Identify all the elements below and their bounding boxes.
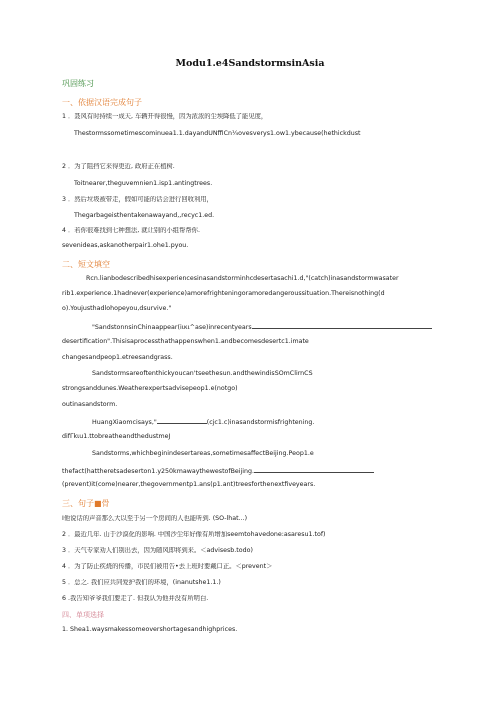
part1-item-4-cn: 4 ．若你很难找到七种想法, 就让别的小组帮帮你. xyxy=(62,227,200,234)
answer-blank[interactable] xyxy=(252,322,432,329)
part2-line-11: difΓkιu1.ttobreatheandthedustmeJ xyxy=(62,433,171,440)
part2-line-10-text: HuangXiaomcisays," xyxy=(92,419,157,426)
part1-heading: 一、依据汉语完成句子 xyxy=(62,98,142,107)
part1-item-1-cn: 1 ．聂风有时持续一成天, 车辆开得很慢，因为浓浓的尘埃降低了能见度， xyxy=(62,113,268,120)
part2-line-5 xyxy=(62,338,442,346)
answer-blank[interactable] xyxy=(157,417,207,424)
part2-line-9: outinasandstorm. xyxy=(62,401,118,408)
part2-line-13 xyxy=(62,466,442,476)
part1-item-1-en: Thestormssometimescominuea1.1.dayandUNffiCn¼ovesverys1.ow1.ybecause(hethickdust xyxy=(74,130,361,137)
part3-item-3: 3 ．天气专家劝人们别出去，因为随风即将到来。＜advisesb.todo) xyxy=(62,547,253,554)
part3-item-1: I他说话的声音那么大以至于另一个房间的人也能听到. (SO-lhat...) xyxy=(62,515,248,522)
part2-line-10 xyxy=(92,417,442,427)
part2-line-3: o).Youjusthadlohopeyou,dsurvive." xyxy=(62,305,172,312)
part2-line-1: Rcn.lianbodescribedhisexperiencesinasandstorminhcdesertasachi1.d,"(catch)inasandstormwasater xyxy=(86,275,399,282)
part2-line-14: (prevent)it(come)nearer,thegovernmentp1.ans(p1.ant)treesforthenextfiveyears. xyxy=(62,481,316,488)
part1-item-2-en: Toitnearer,theguvemnien1.isp1.antingtrees. xyxy=(74,180,213,187)
page-title: Modu1.e4SandstormsinAsia xyxy=(175,58,325,69)
part2-heading: 二、短文填空 xyxy=(62,260,110,269)
part1-item-3-cn: 3 ．然后垃圾被带走，假如可能的话会进行回收利用， xyxy=(62,196,213,203)
part2-line-7: Sandstormsareoftenthickyoucan'tseethesun.andthewindisSOmClirnCS xyxy=(92,370,313,377)
part2-line-8: strongsanddunes.Weatherexpertsadvisepeop1.e(notgo) xyxy=(62,385,238,392)
part2-line-2: rib1.experience.1hadnever(experience)amorefrighteningoramoredangeroussituation.Thereisnothing(d xyxy=(62,290,385,297)
part3-item-5: 5 ．总之. 我们应共同爱护我们的环境，(inanutshe1.1.) xyxy=(62,579,221,586)
part1-item-2-cn: 2 ．为了阻挡它来得更近, 政府正在植树. xyxy=(62,163,175,170)
part2-line-13-text: thefact(hattheretsadeserton1.y250kmawaythewestofBeijing. xyxy=(62,468,255,475)
part3-heading: 三、句子■骨 xyxy=(62,499,110,508)
part2-line-10b-text: (cjc1.c)inasandstormisfrightening. xyxy=(206,419,315,426)
section-heading: 巩固练习 xyxy=(62,79,94,88)
part2-line-4 xyxy=(92,322,442,332)
part4-item-1: 1. Shea1.waysmakessomeovershortagesandhighprices. xyxy=(62,626,238,633)
part3-item-6: 6 .我告知爷爷我们要走了. 但我认为他并没有所明白. xyxy=(62,595,209,602)
part2-line-6: changesandpeop1.etreesandgrass. xyxy=(62,354,173,361)
part2-line-4-text: "SandstonnsinChinaappear(iικι^ase)inrecentyears xyxy=(92,324,252,331)
part1-item-3-en: Thegarbageisthentakenawayand,,recyc1.ed. xyxy=(74,212,215,219)
part3-item-4: 4 ．为了防止疾烧的传播，市民们被用告•去上班时要戴口正。＜prevent＞ xyxy=(62,563,273,570)
part1-item-4-en: sevenideas,askanotherpair1.ohe1.pyou. xyxy=(62,242,189,249)
part3-item-2: 2 ．最近几年. 山于沙漠化的影响. 中国沙尘年好像有所增加seemtohavedone:asaresu1.tof) xyxy=(62,531,326,538)
part4-heading: 四、单项选择 xyxy=(62,611,104,619)
part2-line-5-text: desertification".Thisisaprocessthathappenswhen1.andbecomesdesertc1.imate xyxy=(62,338,309,345)
answer-blank[interactable] xyxy=(254,466,374,473)
part2-line-12: Sandstorms,whichbeginindesertareas,sometimesaffectBeijing.Peop1.e xyxy=(92,450,314,457)
